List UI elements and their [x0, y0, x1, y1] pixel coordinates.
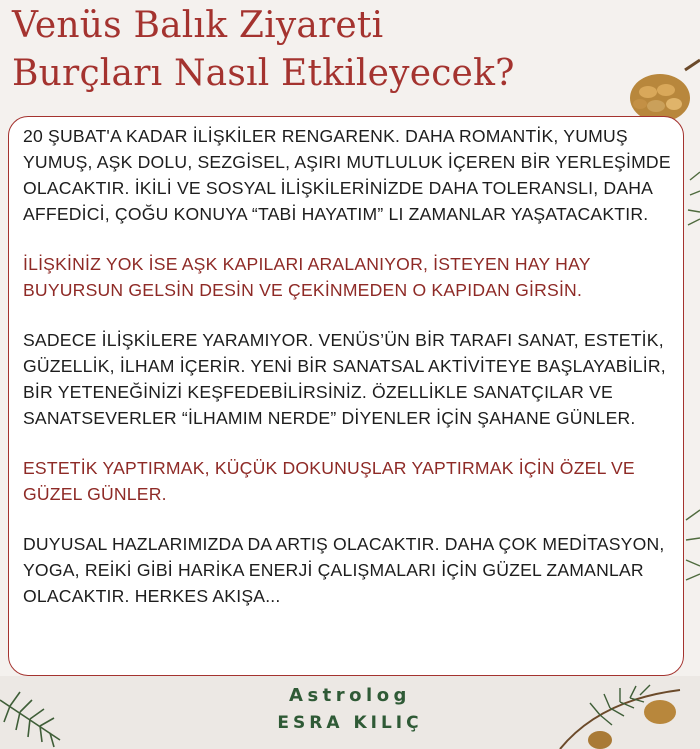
pine-cone-icon — [588, 731, 612, 749]
content-card — [8, 116, 684, 676]
paragraph-5: DUYUSAL HAZLARIMIZDA DA ARTIŞ OLACAKTIR. DAHA ÇOK MEDİTASYON, YOGA, REİKİ GİBİ HARİKA ENERJİ ÇALIŞMALARI İÇİN GÜZEL ZAMANLAR OLACAKTIR. HERKES AKIŞA... — [23, 534, 665, 606]
pine-cone-icon — [630, 60, 700, 122]
paragraph-4-highlight: ESTETİK YAPTIRMAK, KÜÇÜK DOKUNUŞLAR YAPTIRMAK İÇİN ÖZEL VE GÜZEL GÜNLER. — [23, 458, 635, 504]
paragraph-2-highlight: İLİŞKİNİZ YOK İSE AŞK KAPILARI ARALANIYOR, İSTEYEN HAY HAY BUYURSUN GELSİN DESİN VE ÇEKİNMEDEN O KAPIDAN GİRSİN. — [23, 254, 591, 300]
paragraph-3: SADECE İLİŞKİLERE YARAMIYOR. VENÜS’ÜN BİR TARAFI SANAT, ESTETİK, GÜZELLİK, İLHAM İÇERİR. YENİ BİR SANATSAL AKTİVİTEYE BAŞLAYABİLİR, BİR YETENEĞİNİZİ KEŞFEDEBİLİRSİNİZ. ÖZELLİKLE SANATÇILAR VE SANATSEVERLER “İLHAMIM NERDE” DİYENLER İÇİN ŞAHANE GÜNLER. — [23, 330, 666, 428]
author-name: ESRA KILIÇ — [277, 713, 423, 733]
page-title — [12, 2, 515, 98]
pine-branch-right — [686, 172, 700, 580]
title-line-2: Burçları Nasıl Etkileyecek? — [12, 53, 515, 94]
paragraph-1: 20 ŞUBAT'A KADAR İLİŞKİLER RENGARENK. DAHA ROMANTİK, YUMUŞ YUMUŞ, AŞK DOLU, SEZGİSEL, AŞIRI MUTLULUK İÇEREN BİR YERLEŞİMDE OLACAKTIR. İKİLİ VE SOSYAL İLİŞKİLERİNİZDE DAHA TOLERANSLI, DAHA AFFEDİCİ, ÇOĞU KONUYA “TABİ HAYATIM” LI ZAMANLAR YAŞATACAKTIR. — [23, 126, 671, 224]
author-role: Astrolog — [289, 685, 411, 706]
title-line-1: Venüs Balık Ziyareti — [12, 5, 384, 46]
